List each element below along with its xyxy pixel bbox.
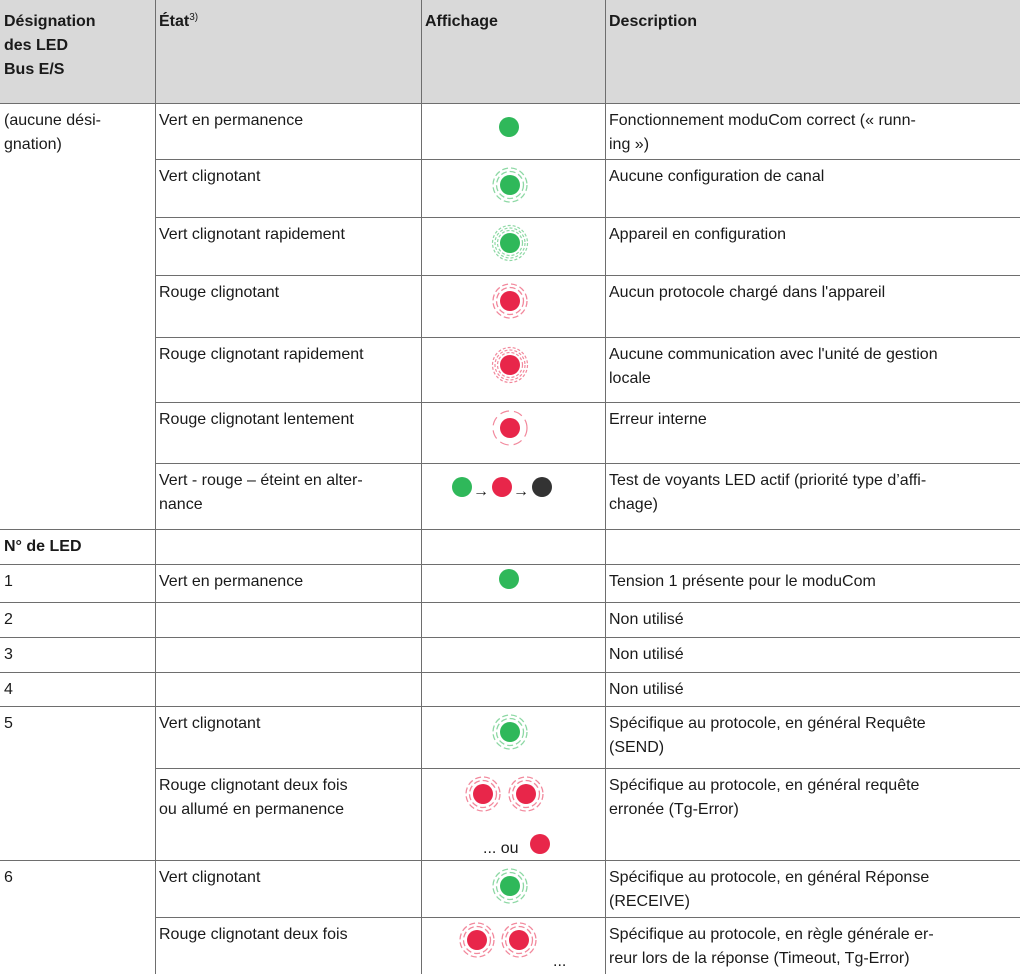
led-num-text: 5: [4, 715, 13, 732]
grid-line: [0, 637, 1020, 638]
row1-etat: [155, 103, 421, 133]
grid-line: [155, 159, 1020, 160]
row2-description: [605, 159, 1020, 189]
red-double-blink-led-icon: [458, 921, 496, 959]
description-text: Non utilisé: [609, 611, 684, 628]
led4-description: [605, 672, 1020, 702]
led6b-etat: [155, 917, 421, 947]
header-etat: [155, 0, 421, 103]
row6-etat: [155, 402, 421, 432]
header-etat-footnote: 3): [189, 12, 199, 23]
grid-line: [155, 0, 156, 974]
etat-text: Vert clignotant: [159, 168, 261, 185]
description-text: Non utilisé: [609, 646, 684, 663]
led2-num: [0, 602, 155, 632]
led5-etat: [155, 706, 421, 736]
description-text: Test de voyants LED actif (priorité type d’affi-: [609, 472, 927, 489]
grid-line: [155, 463, 1020, 464]
description-text: reur lors de la réponse (Timeout, Tg-Error): [609, 950, 910, 967]
etat-text: Vert clignotant: [159, 715, 261, 732]
grid-line: [0, 706, 1020, 707]
header-designation-line2: des LED: [4, 37, 69, 54]
led-number-heading: [0, 529, 155, 559]
grid-line: [0, 564, 1020, 565]
header-affichage: [421, 0, 605, 103]
row4-description: [605, 275, 1020, 305]
description-text: Non utilisé: [609, 681, 684, 698]
led-num-text: 4: [4, 681, 13, 698]
description-text: Erreur interne: [609, 411, 707, 428]
grid-line: [605, 0, 606, 974]
led-num-text: 1: [4, 573, 13, 590]
description-text: (SEND): [609, 739, 665, 756]
green-blinking-led-icon: [491, 166, 529, 204]
led1-num: [0, 564, 155, 594]
etat-text: ou allumé en permanence: [159, 801, 345, 818]
grid-line: [155, 768, 1020, 769]
arrow-right-icon: →: [473, 483, 489, 500]
green-fast-blinking-led-icon: [491, 224, 529, 262]
grid-line: [0, 103, 1020, 104]
row3-description: [605, 217, 1020, 247]
etat-text: Rouge clignotant: [159, 284, 280, 301]
description-text: locale: [609, 370, 651, 387]
etat-text: Rouge clignotant lentement: [159, 411, 354, 428]
led1-etat: [155, 564, 421, 594]
sequence-red-led-icon: [492, 477, 512, 497]
etat-text: Rouge clignotant deux fois: [159, 777, 348, 794]
red-steady-led-icon: [530, 834, 550, 854]
description-text: Spécifique au protocole, en règle générale er-: [609, 926, 934, 943]
etat-text: Vert clignotant: [159, 869, 261, 886]
description-text: Aucune communication avec l'unité de gestion: [609, 346, 938, 363]
etat-text: Vert - rouge – éteint en alter-: [159, 472, 363, 489]
red-double-blink-led-icon: [507, 775, 545, 813]
red-double-blink-led-icon: [500, 921, 538, 959]
header-etat-label: État: [159, 13, 190, 30]
red-slow-blinking-led-icon: [491, 409, 529, 447]
etat-text: Vert en permanence: [159, 573, 304, 590]
red-fast-blinking-led-icon: [491, 346, 529, 384]
header-description: [605, 0, 1020, 103]
sequence-off-led-icon: [532, 477, 552, 497]
led-number-title: N° de LED: [4, 538, 82, 555]
description-text: Appareil en configuration: [609, 226, 787, 243]
description-text: (RECEIVE): [609, 893, 690, 910]
ou-label: ... ou: [483, 840, 519, 857]
grid-line: [155, 337, 1020, 338]
red-blinking-led-icon: [491, 282, 529, 320]
led6b-description: [605, 917, 1020, 971]
led5b-description: [605, 768, 1020, 822]
grid-line: [421, 0, 422, 974]
description-text: erronée (Tg-Error): [609, 801, 739, 818]
etat-text: Rouge clignotant rapidement: [159, 346, 364, 363]
led-num-text: 2: [4, 611, 13, 628]
grid-line: [155, 917, 1020, 918]
header-affichage-label: Affichage: [425, 13, 498, 30]
led-num-text: 6: [4, 869, 13, 886]
description-text: ing »): [609, 136, 650, 153]
header-designation-line1: Désignation: [4, 13, 96, 30]
description-text: chage): [609, 496, 658, 513]
led6-num: [0, 860, 155, 890]
row4-etat: [155, 275, 421, 305]
grid-line: [0, 860, 1020, 861]
row5-description: [605, 337, 1020, 391]
led3-description: [605, 637, 1020, 667]
row7-description: [605, 463, 1020, 517]
description-text: Spécifique au protocole, en général requête: [609, 777, 920, 794]
description-text: Spécifique au protocole, en général Requête: [609, 715, 926, 732]
description-text: Fonctionnement moduCom correct (« runn-: [609, 112, 916, 129]
led4-num: [0, 672, 155, 702]
description-text: Aucune configuration de canal: [609, 168, 825, 185]
designation-line1: (aucune dési-: [4, 112, 101, 129]
grid-line: [0, 602, 1020, 603]
grid-line: [0, 672, 1020, 673]
row2-etat: [155, 159, 421, 189]
green-blinking-led-icon: [491, 867, 529, 905]
sequence-green-led-icon: [452, 477, 472, 497]
grid-line: [0, 529, 1020, 530]
grid-line: [155, 402, 1020, 403]
etat-text: Vert en permanence: [159, 112, 304, 129]
green-blinking-led-icon: [491, 713, 529, 751]
grid-line: [155, 275, 1020, 276]
designation-line2: gnation): [4, 136, 62, 153]
ellipsis-label: ...: [553, 953, 567, 970]
led6-description: [605, 860, 1020, 914]
header-designation-line3: Bus E/S: [4, 61, 65, 78]
description-text: Tension 1 présente pour le moduCom: [609, 573, 876, 590]
row3-etat: [155, 217, 421, 247]
green-steady-led-icon: [499, 117, 519, 137]
arrow-right-icon: →: [513, 483, 529, 500]
header-description-label: Description: [609, 13, 698, 30]
green-steady-led-icon: [499, 569, 519, 589]
led1-description: [605, 564, 1020, 594]
row6-description: [605, 402, 1020, 432]
led6-etat: [155, 860, 421, 890]
etat-text: Rouge clignotant deux fois: [159, 926, 348, 943]
led5b-etat: [155, 768, 421, 822]
designation-no-label: [0, 103, 155, 157]
led5-description: [605, 706, 1020, 760]
grid-line: [155, 217, 1020, 218]
led2-description: [605, 602, 1020, 632]
led3-num: [0, 637, 155, 667]
description-text: Aucun protocole chargé dans l'appareil: [609, 284, 886, 301]
led-num-text: 3: [4, 646, 13, 663]
etat-text: nance: [159, 496, 203, 513]
red-double-blink-led-icon: [464, 775, 502, 813]
row7-etat: [155, 463, 421, 517]
row1-description: [605, 103, 1020, 157]
etat-text: Vert clignotant rapidement: [159, 226, 345, 243]
description-text: Spécifique au protocole, en général Réponse: [609, 869, 930, 886]
led5-num: [0, 706, 155, 736]
row5-etat: [155, 337, 421, 367]
header-designation: [0, 0, 155, 103]
